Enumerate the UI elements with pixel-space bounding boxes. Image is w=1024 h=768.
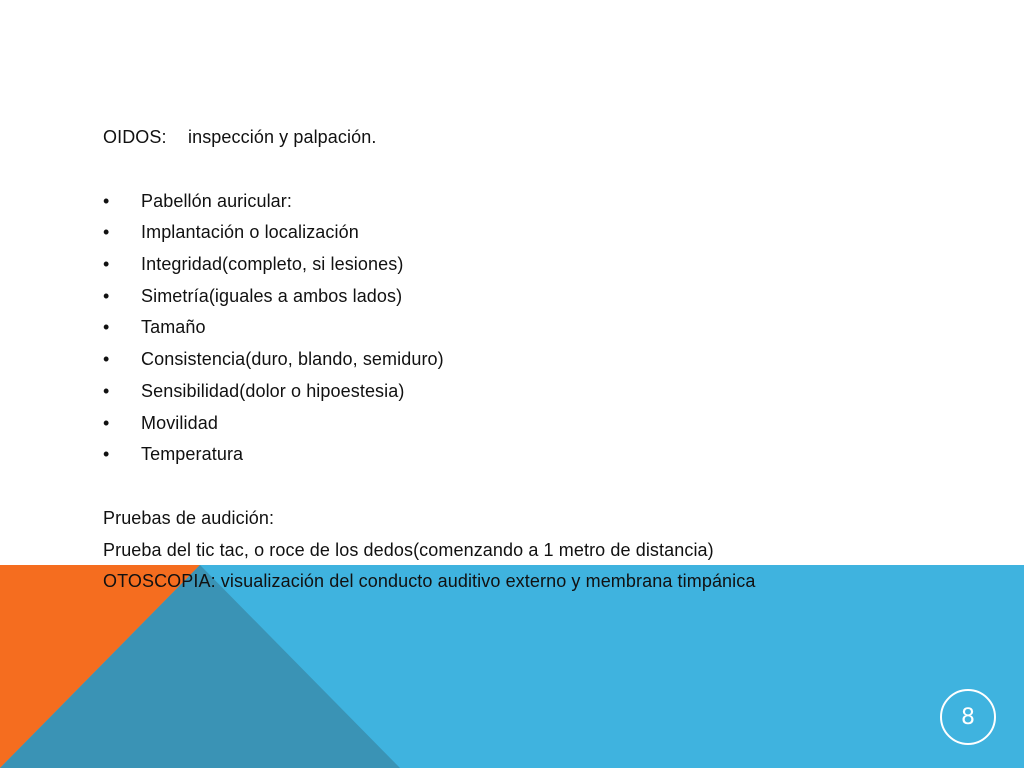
bullet-text: Integridad(completo, si lesiones) <box>141 254 404 275</box>
bullet-item <box>103 312 983 344</box>
bullet-text: Tamaño <box>141 317 206 338</box>
bullet-item <box>103 281 983 313</box>
bullet-mark: • <box>103 222 110 243</box>
bullet-mark: • <box>103 412 110 433</box>
heading-text: inspección y palpación. <box>188 127 377 147</box>
bullet-item <box>103 186 983 218</box>
hearing-test-description: Prueba del tic tac, o roce de los dedos(comenzando a 1 metro de distancia) <box>103 539 714 560</box>
slide-content <box>103 122 983 598</box>
bullet-mark: • <box>103 285 110 306</box>
bullet-list <box>103 186 983 471</box>
bullet-text: Sensibilidad(dolor o hipoestesia) <box>141 380 405 401</box>
blank-line <box>103 154 983 186</box>
bullet-mark: • <box>103 190 110 211</box>
blank-line <box>103 471 983 503</box>
bullet-text: Consistencia(duro, blando, semiduro) <box>141 349 444 370</box>
hearing-tests-title: Pruebas de audición: <box>103 507 275 528</box>
bullet-item <box>103 249 983 281</box>
bullet-text: Temperatura <box>141 444 244 465</box>
bullet-text: Implantación o localización <box>141 222 359 243</box>
otoscopy-description: OTOSCOPIA: visualización del conducto auditivo externo y membrana timpánica <box>103 571 756 592</box>
bullet-text: Movilidad <box>141 412 218 433</box>
bullet-item <box>103 217 983 249</box>
bullet-text: Simetría(iguales a ambos lados) <box>141 285 403 306</box>
bullet-mark: • <box>103 254 110 275</box>
bullet-item <box>103 344 983 376</box>
page-number: 8 <box>961 704 975 730</box>
bullet-item <box>103 439 983 471</box>
bullet-mark: • <box>103 444 110 465</box>
bullet-item <box>103 408 983 440</box>
bullet-text: Pabellón auricular: <box>141 190 292 211</box>
bullet-mark: • <box>103 380 110 401</box>
slide-heading <box>103 122 983 154</box>
page-number-badge <box>940 689 996 745</box>
bullet-mark: • <box>103 349 110 370</box>
heading-label: OIDOS: <box>103 127 167 147</box>
bullet-mark: • <box>103 317 110 338</box>
bullet-item <box>103 376 983 408</box>
